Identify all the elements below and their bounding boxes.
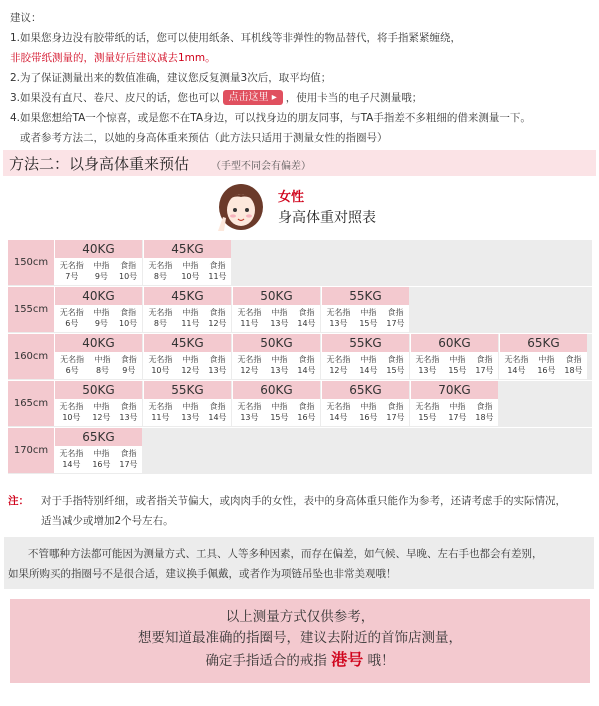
weight-cell xyxy=(143,287,231,332)
closing-box xyxy=(10,599,590,683)
ring-size: 13号 xyxy=(181,413,200,422)
finger-name: 无名指 xyxy=(415,402,440,411)
finger-name: 无名指 xyxy=(148,261,173,270)
closing-line-3-pre: 确定手指适合的戒指 xyxy=(205,653,327,669)
finger-name: 中指 xyxy=(93,449,110,458)
finger-name: 食指 xyxy=(209,261,226,270)
ring-size: 18号 xyxy=(475,413,494,422)
ring-size: 10号 xyxy=(62,413,81,422)
height-label: 150cm xyxy=(8,240,54,285)
ring-size: 17号 xyxy=(386,319,405,328)
ring-size: 12号 xyxy=(92,413,111,422)
ring-size: 11号 xyxy=(181,319,200,328)
finger-size xyxy=(297,354,315,376)
finger-size xyxy=(237,401,261,423)
finger-name: 食指 xyxy=(387,402,404,411)
ring-size: 9号 xyxy=(94,319,108,328)
finger-name: 无名指 xyxy=(59,261,84,270)
finger-size xyxy=(237,354,261,376)
finger-size xyxy=(208,354,226,376)
finger-name: 无名指 xyxy=(148,308,173,317)
finger-name: 无名指 xyxy=(148,355,173,364)
advice-line-4: 4.如果您想给TA一个惊喜，或是您不在TA身边，可以找身边的朋友同事，与TA手指差不多粗细的借来测量一下。 xyxy=(10,112,531,124)
weight-cell xyxy=(54,287,142,332)
method-two-note: （手型不同会有偏差） xyxy=(211,161,311,172)
weight-cell xyxy=(143,240,231,285)
height-label: 155cm xyxy=(8,287,54,332)
weight-label: 45KG xyxy=(144,334,231,352)
finger-size xyxy=(448,354,466,376)
weight-label: 65KG xyxy=(322,381,409,399)
closing-line-3 xyxy=(10,649,590,672)
ring-size: 9号 xyxy=(94,272,108,281)
ring-size: 13号 xyxy=(418,366,437,375)
finger-size xyxy=(121,354,137,376)
ring-size: 14号 xyxy=(208,413,227,422)
advice-line-5: 或者参考方法二，以她的身高体重来预估（此方法只适用于测量女性的指圈号） xyxy=(20,132,388,144)
finger-size xyxy=(94,354,110,376)
advice-line-1-red: 非胶带纸测量的，测量好后建议减去1mm。 xyxy=(10,52,216,64)
advice-title: 建议： xyxy=(10,12,42,24)
finger-size xyxy=(326,354,350,376)
ring-size: 15号 xyxy=(270,413,289,422)
finger-name: 中指 xyxy=(93,261,110,270)
closing-line-3-post: 哦！ xyxy=(367,653,395,669)
ring-size: 13号 xyxy=(329,319,348,328)
weight-cell xyxy=(54,240,142,285)
table-row xyxy=(8,286,592,332)
ring-size: 16号 xyxy=(297,413,316,422)
finger-name: 食指 xyxy=(387,355,404,364)
weight-cell xyxy=(143,334,231,379)
ring-size: 17号 xyxy=(475,366,494,375)
ring-size: 10号 xyxy=(151,366,170,375)
finger-size xyxy=(297,307,315,329)
weight-cell xyxy=(499,334,587,379)
weight-cell xyxy=(54,381,142,426)
girl-illustration-icon xyxy=(212,183,270,235)
finger-size xyxy=(93,260,109,282)
disclaimer-box xyxy=(4,537,594,589)
weight-label: 40KG xyxy=(55,287,142,305)
finger-name: 中指 xyxy=(360,355,377,364)
chart-header xyxy=(212,183,432,235)
weight-label: 60KG xyxy=(411,334,498,352)
advice-section xyxy=(10,8,595,148)
ring-size: 8号 xyxy=(153,272,167,281)
method-two-banner xyxy=(3,150,596,176)
finger-size xyxy=(181,401,199,423)
height-label: 165cm xyxy=(8,381,54,426)
finger-size xyxy=(326,401,350,423)
finger-size xyxy=(386,307,404,329)
ring-size: 8号 xyxy=(95,366,110,375)
ring-size: 12号 xyxy=(329,366,348,375)
finger-size xyxy=(119,448,137,470)
table-title: 身高体重对照表 xyxy=(278,210,376,226)
finger-name: 中指 xyxy=(449,355,466,364)
ring-size: 6号 xyxy=(65,319,79,328)
ring-size: 11号 xyxy=(208,272,227,281)
finger-size xyxy=(60,354,84,376)
ring-size: 13号 xyxy=(119,413,138,422)
ring-size: 11号 xyxy=(151,413,170,422)
finger-name: 中指 xyxy=(182,355,199,364)
weight-label: 55KG xyxy=(322,334,409,352)
finger-name: 食指 xyxy=(476,402,493,411)
closing-line-2: 想要知道最准确的指圈号，建议去附近的首饰店测量， xyxy=(138,630,462,646)
finger-size xyxy=(564,354,582,376)
ring-size: 15号 xyxy=(359,319,378,328)
weight-label: 40KG xyxy=(55,240,142,258)
ring-size: 9号 xyxy=(122,366,136,375)
weight-label: 70KG xyxy=(411,381,498,399)
finger-name: 无名指 xyxy=(504,355,529,364)
ring-size: 14号 xyxy=(62,460,81,469)
ring-size: 13号 xyxy=(240,413,259,422)
ring-size: 13号 xyxy=(270,366,289,375)
weight-cell xyxy=(410,381,498,426)
ring-size: 12号 xyxy=(208,319,227,328)
finger-size xyxy=(208,307,226,329)
finger-size xyxy=(92,448,110,470)
finger-name: 食指 xyxy=(298,308,315,317)
ring-size: 13号 xyxy=(270,319,289,328)
weight-cell xyxy=(232,381,320,426)
weight-label: 45KG xyxy=(144,287,231,305)
finger-size xyxy=(270,401,288,423)
weight-label: 50KG xyxy=(233,334,320,352)
note-line-2: 适当减少或增加2个号左右。 xyxy=(41,515,174,527)
finger-size xyxy=(119,260,137,282)
weight-label: 65KG xyxy=(500,334,587,352)
finger-name: 中指 xyxy=(449,402,466,411)
finger-name: 中指 xyxy=(271,355,288,364)
finger-size xyxy=(359,401,377,423)
finger-size xyxy=(119,307,137,329)
finger-name: 无名指 xyxy=(148,402,173,411)
finger-size xyxy=(415,401,439,423)
ring-size: 12号 xyxy=(181,366,200,375)
finger-size xyxy=(270,307,288,329)
finger-name: 无名指 xyxy=(326,308,351,317)
ring-size: 17号 xyxy=(119,460,138,469)
finger-name: 食指 xyxy=(120,355,137,364)
finger-name: 食指 xyxy=(120,308,137,317)
weight-cell xyxy=(321,287,409,332)
ring-size: 16号 xyxy=(92,460,111,469)
weight-label: 60KG xyxy=(233,381,320,399)
finger-name: 食指 xyxy=(387,308,404,317)
finger-size xyxy=(386,354,404,376)
finger-name: 无名指 xyxy=(326,402,351,411)
finger-name: 中指 xyxy=(182,402,199,411)
finger-name: 食指 xyxy=(565,355,582,364)
advice-line-3-post: ，使用卡当的电子尺测量哦； xyxy=(285,92,423,104)
finger-name: 中指 xyxy=(182,308,199,317)
advice-line-3-pre: 3.如果没有直尺、卷尺、皮尺的话，您也可以 xyxy=(10,92,220,104)
weight-label: 50KG xyxy=(55,381,142,399)
finger-size xyxy=(448,401,466,423)
ring-size: 17号 xyxy=(386,413,405,422)
weight-label: 55KG xyxy=(322,287,409,305)
finger-name: 食指 xyxy=(298,355,315,364)
finger-name: 食指 xyxy=(120,261,137,270)
weight-cell xyxy=(410,334,498,379)
finger-size xyxy=(208,401,226,423)
finger-name: 中指 xyxy=(93,308,110,317)
ring-size: 7号 xyxy=(65,272,79,281)
finger-size xyxy=(415,354,439,376)
finger-size xyxy=(359,307,377,329)
ring-size: 14号 xyxy=(297,366,316,375)
finger-size xyxy=(148,260,172,282)
finger-name: 食指 xyxy=(209,355,226,364)
finger-size xyxy=(148,307,172,329)
table-row xyxy=(8,427,592,473)
finger-name: 无名指 xyxy=(59,308,84,317)
note-line-1: 对于手指特别纤细，或者指关节偏大，或肉肉手的女性，表中的身高体重只能作为参考，还请考虑手的实际情况， xyxy=(41,495,566,507)
finger-name: 食指 xyxy=(120,449,137,458)
finger-name: 无名指 xyxy=(415,355,440,364)
finger-size xyxy=(92,401,110,423)
finger-name: 中指 xyxy=(94,355,111,364)
weight-label: 50KG xyxy=(233,287,320,305)
click-here-button[interactable]: 点击这里 ▸ xyxy=(223,90,283,105)
advice-line-2: 2.为了保证测量出来的数值准确，建议您反复测量3次后，取平均值； xyxy=(10,72,332,84)
ring-size: 18号 xyxy=(564,366,583,375)
ring-size: 14号 xyxy=(329,413,348,422)
weight-label: 55KG xyxy=(144,381,231,399)
finger-size xyxy=(148,401,172,423)
finger-size xyxy=(119,401,137,423)
finger-size xyxy=(208,260,226,282)
ring-size: 11号 xyxy=(240,319,259,328)
weight-cell xyxy=(54,334,142,379)
finger-size xyxy=(60,307,84,329)
finger-size xyxy=(148,354,172,376)
finger-name: 食指 xyxy=(209,402,226,411)
finger-size xyxy=(475,354,493,376)
weight-label: 40KG xyxy=(55,334,142,352)
disclaimer-line-1: 不管哪种方法都可能因为测量方式、工具、人等多种因素，而存在偏差，如气候、早晚、左右手也都会有差别， xyxy=(28,548,543,560)
ring-size: 10号 xyxy=(118,272,138,281)
disclaimer-line-2: 如果所购买的指圈号不是很合适，建议换手佩戴，或者作为项链吊坠也非常美观哦！ xyxy=(8,568,397,580)
finger-size xyxy=(59,401,83,423)
finger-size xyxy=(181,354,199,376)
finger-name: 无名指 xyxy=(237,402,262,411)
finger-name: 无名指 xyxy=(237,355,262,364)
weight-cell xyxy=(54,428,142,473)
weight-label: 45KG xyxy=(144,240,231,258)
finger-name: 无名指 xyxy=(59,449,84,458)
weight-cell xyxy=(232,334,320,379)
finger-name: 中指 xyxy=(182,261,199,270)
finger-size xyxy=(297,401,315,423)
finger-size xyxy=(537,354,555,376)
finger-size xyxy=(59,448,83,470)
height-label: 170cm xyxy=(8,428,54,473)
hk-size-highlight: 港号 xyxy=(331,650,364,669)
weight-label: 65KG xyxy=(55,428,142,446)
finger-size xyxy=(60,260,84,282)
note-label: 注： xyxy=(8,495,29,507)
finger-size xyxy=(475,401,493,423)
method-two-title: 方法二：以身高体重来预估 xyxy=(9,155,190,173)
ring-size: 10号 xyxy=(118,319,138,328)
ring-size: 8号 xyxy=(153,319,167,328)
ring-size: 16号 xyxy=(537,366,556,375)
weight-cell xyxy=(232,287,320,332)
height-label: 160cm xyxy=(8,334,54,379)
finger-name: 中指 xyxy=(360,402,377,411)
finger-name: 中指 xyxy=(271,308,288,317)
finger-size xyxy=(504,354,528,376)
closing-line-1: 以上测量方式仅供参考， xyxy=(225,609,375,625)
finger-name: 食指 xyxy=(298,402,315,411)
finger-name: 中指 xyxy=(360,308,377,317)
finger-name: 中指 xyxy=(538,355,555,364)
finger-size xyxy=(359,354,377,376)
finger-name: 食指 xyxy=(209,308,226,317)
finger-name: 无名指 xyxy=(237,308,262,317)
advice-line-3 xyxy=(10,88,595,108)
advice-line-1: 1.如果您身边没有胶带纸的话，您可以使用纸条、耳机线等非弹性的物品替代，将手指紧紧缠绕， xyxy=(10,32,462,44)
table-row xyxy=(8,380,592,426)
ring-size: 17号 xyxy=(448,413,467,422)
ring-size: 14号 xyxy=(507,366,526,375)
finger-name: 中指 xyxy=(271,402,288,411)
finger-size xyxy=(93,307,109,329)
finger-name: 食指 xyxy=(476,355,493,364)
finger-size xyxy=(237,307,261,329)
finger-size xyxy=(326,307,350,329)
finger-name: 无名指 xyxy=(59,402,84,411)
female-label: 女性 xyxy=(278,190,305,205)
ring-size: 15号 xyxy=(386,366,405,375)
finger-name: 食指 xyxy=(120,402,137,411)
weight-cell xyxy=(321,334,409,379)
finger-size xyxy=(181,260,199,282)
finger-name: 中指 xyxy=(93,402,110,411)
ring-size: 12号 xyxy=(240,366,259,375)
weight-cell xyxy=(143,381,231,426)
finger-name: 无名指 xyxy=(326,355,351,364)
finger-size xyxy=(270,354,288,376)
ring-size: 15号 xyxy=(448,366,467,375)
weight-cell xyxy=(321,381,409,426)
table-row xyxy=(8,333,592,379)
size-chart-table xyxy=(8,239,592,474)
ring-size: 13号 xyxy=(208,366,227,375)
ring-size: 10号 xyxy=(181,272,200,281)
table-row xyxy=(8,239,592,285)
ring-size: 16号 xyxy=(359,413,378,422)
finger-name: 无名指 xyxy=(60,355,85,364)
ring-size: 14号 xyxy=(297,319,316,328)
ring-size: 15号 xyxy=(418,413,437,422)
finger-size xyxy=(386,401,404,423)
ring-size: 6号 xyxy=(65,366,79,375)
ring-size: 14号 xyxy=(359,366,378,375)
finger-size xyxy=(181,307,199,329)
